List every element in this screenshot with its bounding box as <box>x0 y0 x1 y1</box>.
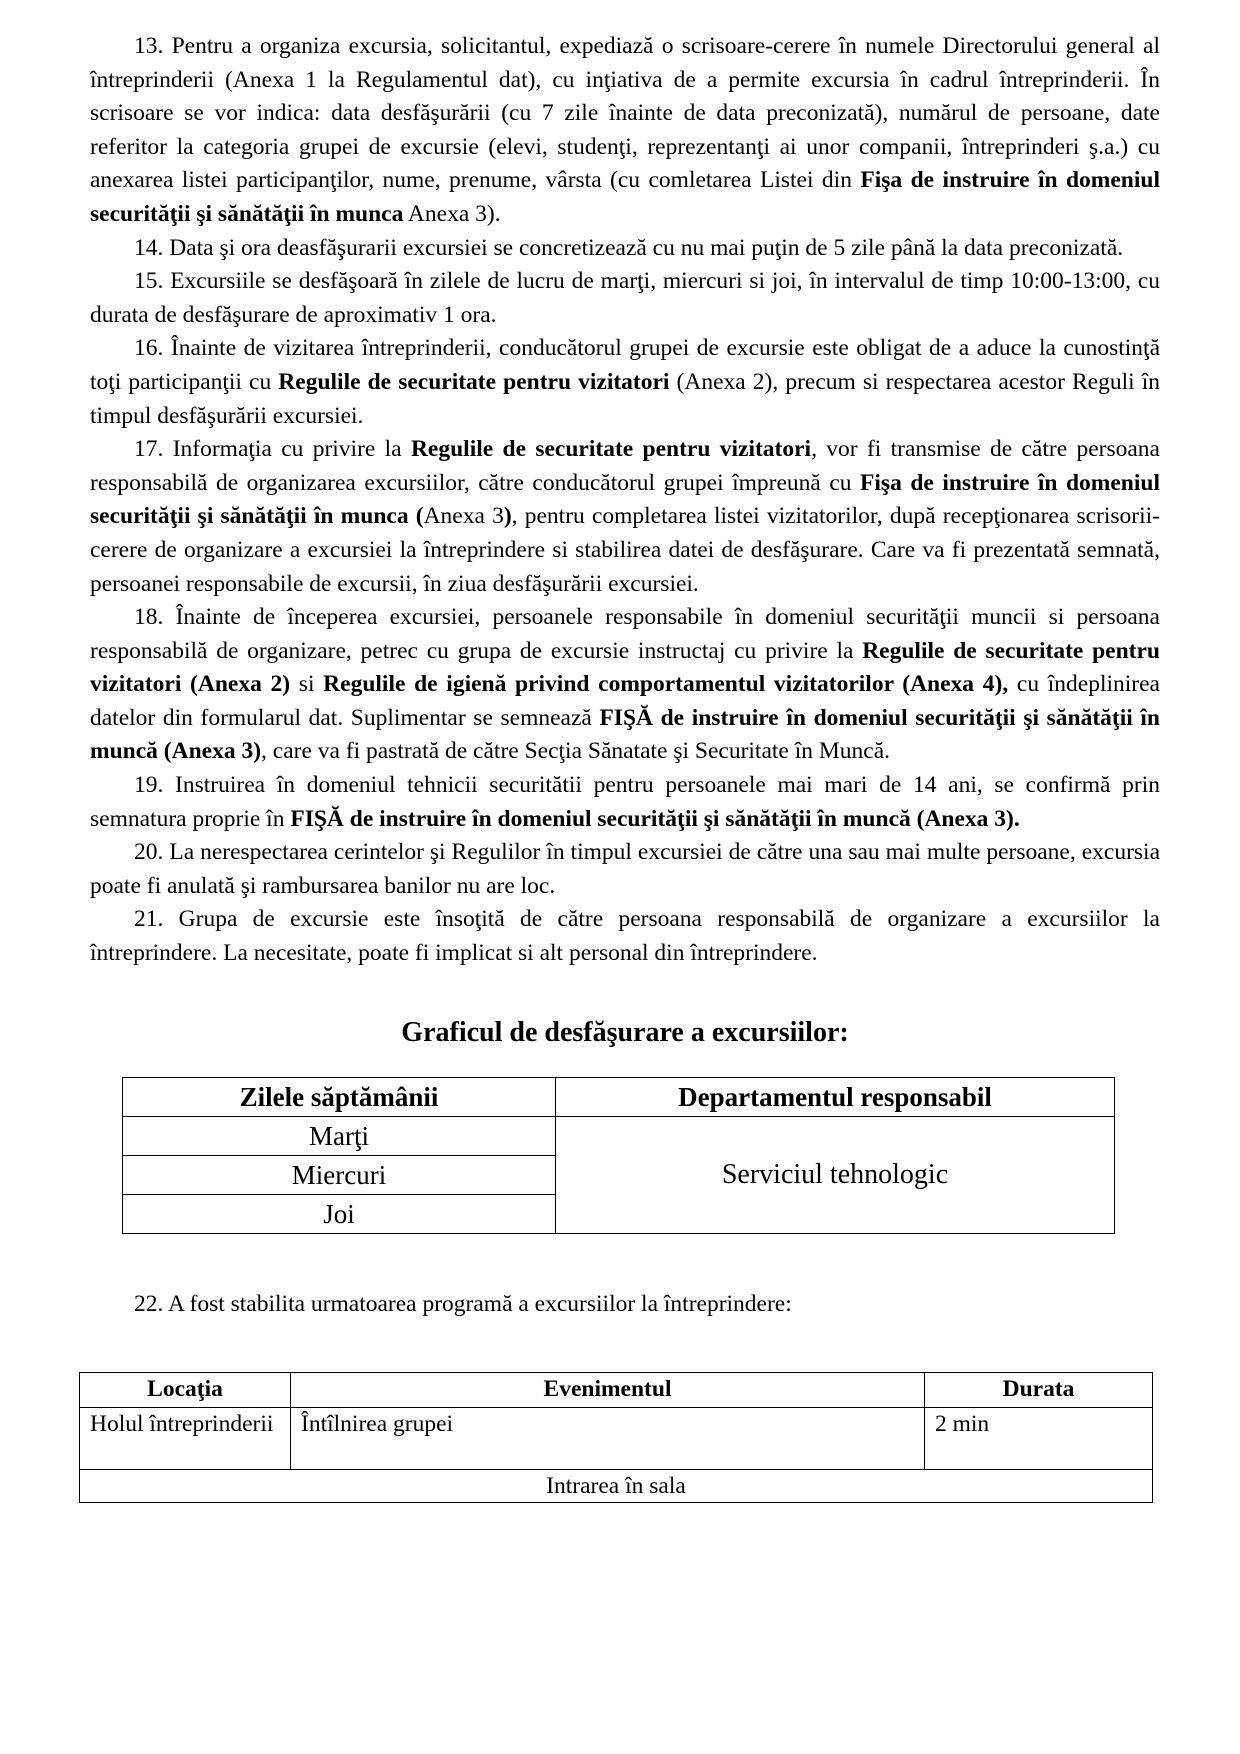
bold-text: FIŞĂ de instruire în domeniul securităţii şi sănătăţii în muncă (Anexa 3) <box>90 704 1160 765</box>
program-header-event: Evenimentul <box>291 1373 925 1408</box>
body-text: , care va fi pastrată de către Secţia Sănatate şi Securitate în Muncă. <box>261 738 891 765</box>
schedule-department: Serviciul tehnologic <box>556 1116 1115 1233</box>
program-duration: 2 min <box>925 1408 1153 1470</box>
body-text: 16. Înainte de vizitarea întreprinderii, conducătorul grupei de excursie este obligat de a aduce la cunostinţă toţi participanţii cu <box>90 335 1160 395</box>
program-header-duration: Durata <box>925 1373 1153 1408</box>
program-header-location: Locaţia <box>80 1373 291 1408</box>
paragraph-item <box>90 433 1160 601</box>
body-text: si <box>290 671 324 698</box>
schedule-day-tuesday: Marţi <box>123 1116 556 1155</box>
paragraph-item <box>90 232 1160 266</box>
paragraph-item <box>90 601 1160 769</box>
bold-text: Regulile de igienă privind comportamentul vizitatorilor (Anexa 4), <box>323 671 1009 698</box>
body-text: Anexa 3 <box>423 503 504 530</box>
body-text: 18. Înainte de începerea excursiei, persoanele responsabile în domeniul securităţii muncii si persoana responsabilă de organizare, petrec cu grupa de excursie instructaj cu privire la <box>90 604 1160 664</box>
bold-text: Regulile de securitate pentru vizitatori (Anexa 2) <box>90 637 1160 698</box>
program-event: Întîlnirea grupei <box>291 1408 925 1470</box>
body-text: 14. Data şi ora deasfăşurarii excursiei se concretizează cu nu mai puţin de 5 zile până la data preconizată. <box>134 234 1124 261</box>
paragraph-item <box>90 769 1160 836</box>
paragraphs <box>90 30 1160 971</box>
body-text: 15. Excursiile se desfăşoară în zilele de lucru de marţi, miercuri si joi, în intervalul de timp 10:00-13:00, cu durata de desfăşurare de aproximativ 1 ora. <box>90 268 1160 328</box>
body-text: 21. Grupa de excursie este însoţită de către persoana responsabilă de organizare a excursiilor la întreprindere. La necesitate, poate fi implicat si alt personal din întreprindere. <box>90 906 1160 967</box>
body-text: cu îndeplinirea datelor din formularul dat. Suplimentar se semnează <box>90 671 1160 731</box>
body-text: 13. Pentru a organiza excursia, solicitantul, expediază o scrisoare-cerere în numele Directorului general al întreprinderii (Anexa 1 la Regulamentul dat), cu inţiativa de a permite excursia în cadrul întreprinderii. În scrisoare se vor indica: data desfăşurării (cu 7 zile înainte de data preconizată), numărul de persoane, date referitor la categoria grupei de excursie (elevi, studenţi, reprezentanţi ai unor companii, întreprinderi ş.a.) cu anexarea listei participanţilor, nume, prenume, vârsta (cu comletarea Listei din <box>90 33 1160 194</box>
body-text: 19. Instruirea în domeniul tehnicii securitătii pentru persoanele mai mari de 14 ani, se confirmă prin semnatura proprie în <box>90 772 1160 832</box>
paragraph-item <box>90 265 1160 332</box>
bold-text: ) <box>503 503 512 530</box>
program-entry-row: Intrarea în sala <box>80 1470 1153 1503</box>
bold-text: FIŞĂ de instruire în domeniul securităţii şi sănătăţii în muncă (Anexa 3). <box>290 805 1020 832</box>
body-text: , pentru completarea listei vizitatorilor, după recepţionarea scrisorii-cerere de organizare a excursiei la întreprindere si stabilirea datei de desfăşurare. Care va fi prezentată semnată, persoanei responsabile de excursii, în ziua desfăşurării excursiei. <box>90 503 1160 597</box>
document-page <box>90 30 1160 1321</box>
program-intro: 22. A fost stabilita urmatoarea programă a excursiilor la întreprindere: <box>134 1290 792 1317</box>
program-location: Holul întreprinderii <box>80 1408 291 1470</box>
bold-text: Regulile de securitate pentru vizitatori <box>278 368 670 395</box>
schedule-title: Graficul de desfăşurare a excursiilor: <box>401 1016 849 1048</box>
schedule-day-wednesday: Miercuri <box>123 1155 556 1194</box>
body-text: 17. Informaţia cu privire la <box>134 436 411 463</box>
program-table <box>79 1372 1153 1503</box>
bold-text: Regulile de securitate pentru vizitatori <box>410 436 812 463</box>
paragraph-item <box>90 30 1160 232</box>
body-text: Anexa 3). <box>403 200 501 227</box>
bold-text: Fişa de instruire în domeniul securităţii şi sănătăţii în munca ( <box>90 469 1160 530</box>
schedule-header-department: Departamentul responsabil <box>556 1077 1115 1116</box>
schedule-table <box>122 1077 1115 1234</box>
paragraph-item <box>90 903 1160 970</box>
body-text: 20. La nerespectarea cerintelor şi Regulilor în timpul excursiei de către una sau mai multe persoane, excursia poate fi anulată şi rambursarea banilor nu are loc. <box>90 839 1160 899</box>
paragraph-item <box>90 836 1160 903</box>
schedule-day-thursday: Joi <box>123 1194 556 1233</box>
paragraph-item <box>90 332 1160 433</box>
schedule-header-days: Zilele săptămânii <box>123 1077 556 1116</box>
body-text: (Anexa 2), precum si respectarea acestor Reguli în timpul desfăşurării excursiei. <box>90 368 1160 429</box>
body-text: , vor fi transmise de către persoana responsabilă de organizarea excursiilor, către conducătorul grupei împreună cu <box>90 436 1160 496</box>
bold-text: Fişa de instruire în domeniul securităţii şi sănătăţii în munca <box>90 167 1161 227</box>
